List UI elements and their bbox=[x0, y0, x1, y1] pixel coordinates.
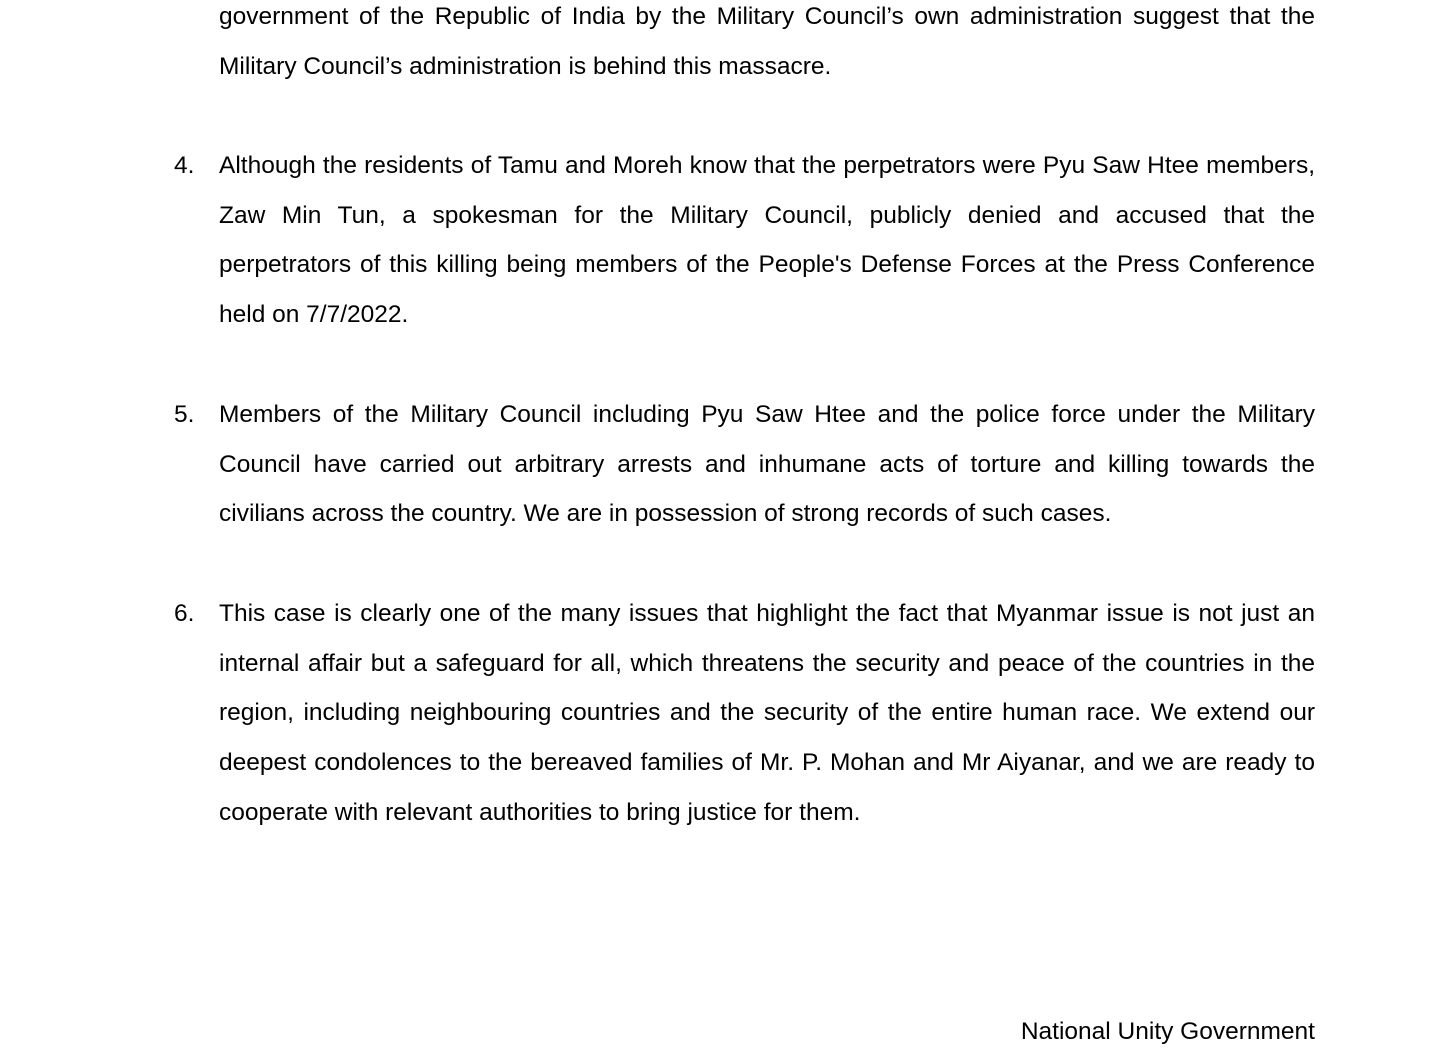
paragraph-3-continuation: government of the Republic of India by the Military Council’s own administration suggest that the Military Council’s administration is behind this massacre. bbox=[219, 3, 1315, 80]
item-number-6: 6. bbox=[174, 600, 195, 627]
paragraph-6: This case is clearly one of the many issues that highlight the fact that Myanmar issue is not just an internal affair but a safeguard for all, which threatens the security and peace of the countries in the region, including neighbouring countries and the security of the entire human race. We extend our deepest condolences to the bereaved families of Mr. P. Mohan and Mr Aiyanar, and we are ready to cooperate with relevant authorities to bring justice for them. bbox=[219, 600, 1315, 826]
paragraph-4: Although the residents of Tamu and Moreh know that the perpetrators were Pyu Saw Htee members, Zaw Min Tun, a spokesman for the Military Council, publicly denied and accused that the perpetrators of this killing being members of the People's Defense Forces at the Press Conference held on 7/7/2022. bbox=[219, 152, 1315, 329]
paragraph-5: Members of the Military Council including Pyu Saw Htee and the police force under the Military Council have carried out arbitrary arrests and inhumane acts of torture and killing towards the civilians across the country. We are in possession of strong records of such cases. bbox=[219, 401, 1315, 528]
signature-organization: National Unity Government bbox=[1020, 1018, 1315, 1045]
item-number-5: 5. bbox=[174, 401, 195, 428]
item-number-4: 4. bbox=[174, 152, 195, 179]
